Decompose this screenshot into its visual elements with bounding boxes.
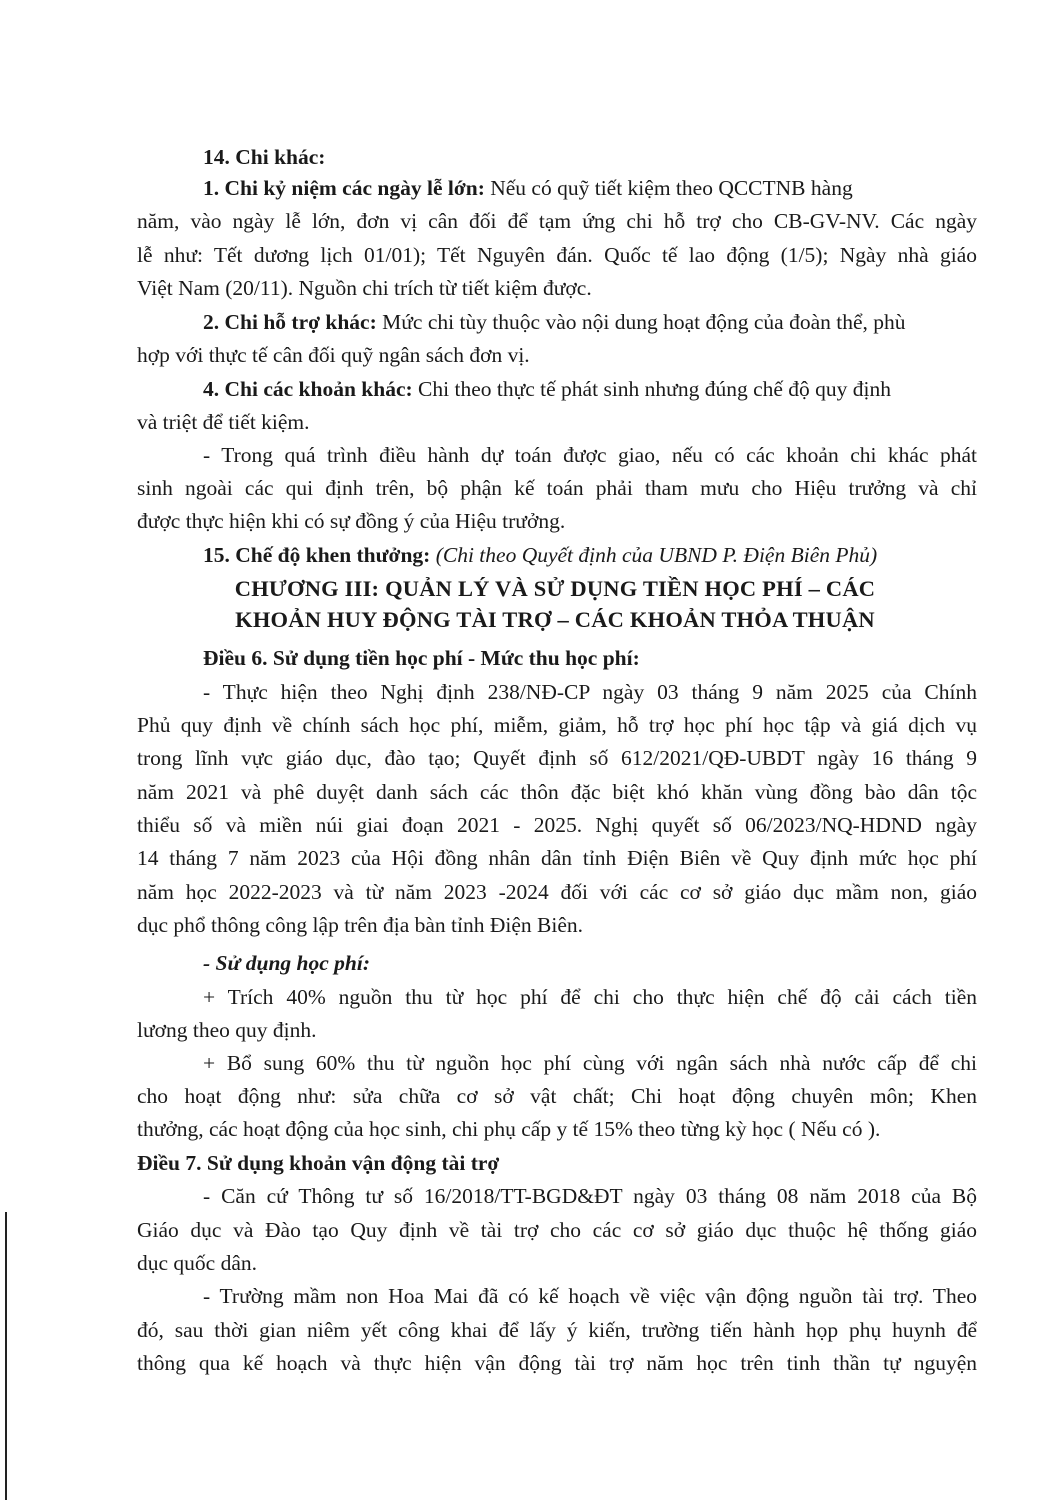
- item-4-line-1: [203, 374, 977, 404]
- chapter-title-line-1: CHƯƠNG III: QUẢN LÝ VÀ SỬ DỤNG TIỀN HỌC PHÍ – CÁC: [234, 576, 876, 601]
- note-line-2: sinh ngoài các qui định trên, bộ phận kế toán phải tham mưu cho Hiệu trưởng và chỉ: [137, 476, 977, 500]
- article-7-p2-line-1: - Trường mầm non Hoa Mai đã có kế hoạch về việc vận động nguồn tài trợ. Theo: [203, 1284, 977, 1308]
- note-line-1: - Trong quá trình điều hành dự toán được giao, nếu có các khoản chi khác phát: [203, 443, 977, 467]
- article-7-heading: Điều 7. Sử dụng khoản vận động tài trợ: [137, 1151, 500, 1175]
- article-6-p1-line-3: trong lĩnh vực giáo dục, đào tạo; Quyết định số 612/2021/QĐ-UBDT ngày 16 tháng 9: [137, 746, 977, 770]
- article-6-p3-line-2: cho hoạt động như: sửa chữa cơ sở vật chất; Chi hoạt động chuyên môn; Khen: [137, 1084, 977, 1108]
- note-line-3: được thực hiện khi có sự đồng ý của Hiệu trưởng.: [137, 509, 566, 533]
- article-7-p2-line-3: thông qua kế hoạch và thực hiện vận động tài trợ năm học trên tinh thần tự nguyện: [137, 1351, 977, 1375]
- article-6-p3-line-3: thưởng, các hoạt động của học sinh, chi phụ cấp y tế 15% theo từng kỳ học ( Nếu có ).: [137, 1117, 881, 1141]
- article-6-heading: Điều 6. Sử dụng tiền học phí - Mức thu học phí:: [203, 646, 640, 670]
- chapter-title-line-2: KHOẢN HUY ĐỘNG TÀI TRỢ – CÁC KHOẢN THỎA THUẬN: [235, 607, 875, 632]
- article-7-p1-line-3: dục quốc dân.: [137, 1251, 258, 1275]
- section-15-label: 15. Chế độ khen thưởng:: [203, 543, 431, 567]
- section-15-italic: (Chi theo Quyết định của UBND P. Điện Biên Phủ): [430, 543, 878, 567]
- item-1-line-4: Việt Nam (20/11). Nguồn chi trích từ tiết kiệm được.: [137, 276, 592, 300]
- item-1-line-3: lễ như: Tết dương lịch 01/01); Tết Nguyên đán. Quốc tế lao động (1/5); Ngày nhà giáo: [137, 243, 977, 267]
- article-6-p3-line-1: + Bổ sung 60% thu từ nguồn học phí cùng với ngân sách nhà nước cấp để chi: [203, 1051, 977, 1075]
- item-2-line-1: [203, 307, 977, 337]
- item-4-line-2: và triệt để tiết kiệm.: [137, 410, 310, 434]
- article-7-p2-line-2: đó, sau thời gian niêm yết công khai để lấy ý kiến, trường tiến hành họp phụ huynh để: [137, 1318, 977, 1342]
- article-6-p1-line-5: thiểu số và miền núi giai đoạn 2021 - 2025. Nghị quyết số 06/2023/NQ-HDND ngày: [137, 813, 977, 837]
- article-7-p1-line-1: - Căn cứ Thông tư số 16/2018/TT-BGD&ĐT ngày 03 tháng 08 năm 2018 của Bộ: [203, 1184, 977, 1208]
- article-6-p1-line-6: 14 tháng 7 năm 2023 của Hội đồng nhân dân tỉnh Điện Biên về Quy định mức học phí: [137, 846, 977, 870]
- scan-margin-line: [5, 1212, 7, 1500]
- item-2-text-1: Mức chi tùy thuộc vào nội dung hoạt động của đoàn thể, phù: [376, 310, 906, 334]
- article-7-p1-line-2: Giáo dục và Đào tạo Quy định về tài trợ cho các cơ sở giáo dục thuộc hệ thống giáo: [137, 1218, 977, 1242]
- article-6-p1-line-7: năm học 2022-2023 và từ năm 2023 -2024 đối với các cơ sở giáo dục mầm non, giáo: [137, 880, 977, 904]
- section-14-heading: 14. Chi khác:: [203, 145, 326, 169]
- item-1-line-2: năm, vào ngày lễ lớn, đơn vị cân đối để tạm ứng chi hỗ trợ cho CB-GV-NV. Các ngày: [137, 209, 977, 233]
- article-6-p1-line-4: năm 2021 và phê duyệt danh sách các thôn đặc biệt khó khăn vùng đồng bào dân tộc: [137, 780, 977, 804]
- item-1-label: 1. Chi kỷ niệm các ngày lễ lớn:: [203, 176, 485, 200]
- article-6-p2-line-1: + Trích 40% nguồn thu từ học phí để chi cho thực hiện chế độ cải cách tiền: [203, 985, 977, 1009]
- item-2-label: 2. Chi hỗ trợ khác:: [203, 310, 377, 334]
- item-4-label: 4. Chi các khoản khác:: [203, 377, 413, 401]
- item-4-text-1: Chi theo thực tế phát sinh nhưng đúng chế độ quy định: [412, 377, 892, 401]
- article-6-p2-line-2: lương theo quy định.: [137, 1018, 317, 1042]
- article-6-p1-line-1: - Thực hiện theo Nghị định 238/NĐ-CP ngày 03 tháng 9 năm 2025 của Chính: [203, 680, 977, 704]
- article-6-p1-line-2: Phủ quy định về chính sách học phí, miễm, giảm, hỗ trợ học phí học tập và giá dịch vụ: [137, 713, 977, 737]
- article-6-subheading: - Sử dụng học phí:: [203, 951, 371, 975]
- item-2-line-2: hợp với thực tế cân đối quỹ ngân sách đơn vị.: [137, 343, 530, 367]
- article-6-p1-line-8: dục phổ thông công lập trên địa bàn tỉnh Điện Biên.: [137, 913, 584, 937]
- item-1-line-1: [203, 173, 977, 203]
- item-1-text-1: Nếu có quỹ tiết kiệm theo QCCTNB hàng: [484, 176, 853, 200]
- section-15-line: [203, 540, 877, 570]
